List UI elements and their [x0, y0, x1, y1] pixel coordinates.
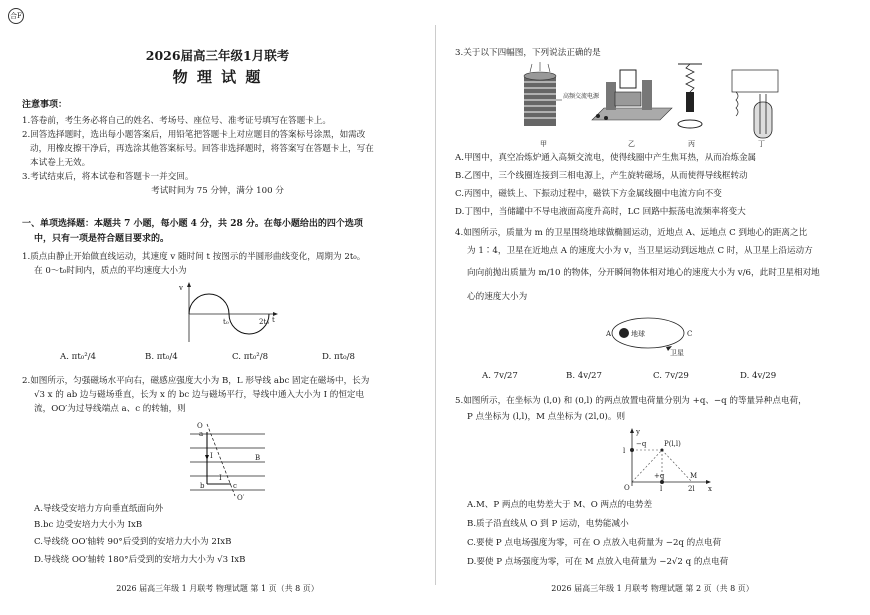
q3-furnace [524, 62, 600, 126]
notice-line: 1.答卷前，考生务必将自己的姓名、考场号、座位号、准考证号填写在答题卡上。 [22, 116, 331, 126]
q5-stem: P 点坐标为 (l,l)，M 点坐标为 (2l,0)。则 [467, 412, 626, 422]
q1-tick-t0: t₀ [223, 318, 229, 326]
q3-option-c: C.丙图中，磁铁上、下振动过程中，磁铁下方金属线圈中电流方向不变 [455, 189, 722, 199]
q2-label-c: c [233, 482, 237, 490]
q4-label-C: C [687, 330, 693, 338]
q1-stem: 在 0～t₀时间内，质点的平均速度大小为 [34, 266, 187, 276]
notice-line: 动，用橡皮擦干净后，再选涂其他答案标号。回答非选择题时，将答案写在答题卡上，写在 [30, 144, 374, 154]
q4-option-b: B. 4v/27 [566, 371, 602, 381]
q3-option-a: A.甲图中，真空冶炼炉通入高频交流电，使得线圈中产生焦耳热，从而冶炼金属 [455, 153, 757, 163]
q2-label-Oprime: O′ [237, 494, 245, 502]
q4-option-c: C. 7v/29 [653, 371, 689, 381]
q1-figure [175, 280, 285, 350]
q5-option-d: D.要使 P 点场强度为零，可在 M 点放入电荷量为 −2√2 q 的点电荷 [467, 557, 729, 567]
q2-option-b: B.bc 边受安培力大小为 IxB [34, 520, 143, 530]
q4-label-satellite: 卫星 [670, 349, 684, 357]
time-info: 考试时间为 75 分钟，满分 100 分 [151, 186, 284, 196]
q3-furnace-label: 高频交流电源 [563, 93, 600, 100]
q2-option-d: D.导线绕 OO′轴转 180°后受到的安培力大小为 √3 IxB [34, 555, 246, 565]
section-heading: 中，只有一项是符合题目要求的。 [34, 234, 170, 244]
q4-stem: 向向前抛出质量为 m/10 的物体，分开瞬间物体相对地心的速度大小为 v/6，此时卫星相对地 [467, 268, 820, 278]
q5-figure [590, 428, 720, 492]
q3-option-d: D.丁图中，当储罐中不导电液面高度升高时，LC 回路中振荡电流频率将变大 [455, 207, 746, 217]
q2-stem: √3 x 的 ab 边与磁场垂直，长为 x 的 bc 边与磁场平行，导线中通入大小为 I 的恒定电 [34, 390, 365, 400]
q3-motor [592, 70, 672, 120]
notice-heading: 注意事项： [22, 100, 68, 110]
q2-label-I: I [219, 474, 222, 482]
q4-label-earth: 地球 [631, 330, 645, 338]
q2-stem: 流，OO′为过导线端点 a、c 的转轴，则 [34, 404, 186, 414]
q2-figure [185, 422, 275, 502]
q2-label-O: O [197, 422, 203, 430]
q1-option-a: A. πt₀²/4 [60, 352, 97, 362]
q4-label-A: A [606, 330, 612, 338]
q5-stem: 5.如图所示，在坐标为 (l,0) 和 (0,l) 的两点放置电荷量分别为 +q、−q 的等量异种点电荷， [455, 396, 807, 406]
q1-axis-t: t [272, 316, 275, 324]
q3-option-b: B.乙图中，三个线圈连接到三相电源上，产生旋转磁场，从而使得导线框转动 [455, 171, 748, 181]
q3-label-jia: 甲 [540, 140, 547, 148]
q1-option-c: C. πt₀²/8 [232, 352, 269, 362]
q3-label-ding: 丁 [758, 140, 765, 148]
notice-line: 2.回答选择题时，选出每小题答案后，用铅笔把答题卡上对应题目的答案标号涂黑，如需改 [22, 130, 366, 140]
page-divider [435, 25, 436, 585]
q5-option-c: C.要使 P 点电场强度为零，可在 O 点放入电荷量为 −2q 的点电荷 [467, 538, 722, 548]
q5-axis-x: x [708, 485, 712, 493]
q4-option-a: A. 7v/27 [482, 371, 518, 381]
q5-label-P: P(l,l) [664, 440, 681, 448]
q4-stem: 为 1∶4，卫星在近地点 A 的速度大小为 v，当卫星运动到远地点 C 时，从卫星上沿运动方 [467, 246, 813, 256]
q2-label-b: b [200, 482, 205, 490]
q5-axis-y: y [636, 428, 640, 436]
footer-left: 2026 届高三年级 1 月联考 物理试题 第 1 页（共 8 页） [116, 584, 319, 593]
q2-stem: 2.如图所示，匀强磁场水平向右，磁感应强度大小为 B，L 形导线 abc 固定在磁场中，长为 [22, 376, 370, 386]
q5-tick-2l: 2l [688, 485, 695, 493]
q2-option-a: A.导线受安培力方向垂直纸面向外 [34, 504, 164, 514]
q1-tick-2t0: 2t₀ [259, 318, 270, 326]
q2-label-a: a [199, 430, 204, 438]
exam-title: 2026届高三年级1月联考 [145, 48, 290, 63]
q5-label-neg-q: −q [636, 440, 647, 448]
q4-figure [600, 312, 700, 356]
q5-label-M: M [690, 472, 698, 480]
q1-option-d: D. πt₀/8 [322, 352, 355, 362]
q5-label-O: O [624, 484, 630, 492]
q5-option-b: B.质子沿直线从 O 到 P 运动，电势能减小 [467, 519, 629, 529]
q1-axis-v: v [179, 284, 183, 292]
q5-option-a: A.M、P 两点的电势差大于 M、O 两点的电势差 [467, 500, 653, 510]
q3-stem: 3.关于以下四幅图，下列说法正确的是 [455, 48, 601, 58]
q2-option-c: C.导线绕 OO′轴转 90°后受到的安培力大小为 2IxB [34, 537, 232, 547]
q3-label-bing: 丙 [688, 140, 695, 148]
section-heading: 一、单项选择题：本题共 7 小题，每小题 4 分，共 28 分。在每小题给出的四个选项 [22, 219, 363, 229]
q3-lc-tank [732, 70, 778, 138]
footer-right: 2026 届高三年级 1 月联考 物理试题 第 2 页（共 8 页） [551, 584, 754, 593]
notice-line: 3.考试结束后，将本试卷和答题卡一并交回。 [22, 172, 194, 182]
q3-figure [510, 62, 800, 148]
q5-label-pos-q: +q [654, 472, 665, 480]
q5-tick-l: l [660, 485, 663, 493]
q4-stem: 心的速度大小为 [467, 292, 528, 302]
corner-mark: 合F [8, 8, 24, 24]
q2-label-I: I [210, 452, 213, 460]
q2-label-B: B [255, 454, 261, 462]
q1-option-b: B. πt₀/4 [145, 352, 178, 362]
q4-stem: 4.如图所示，质量为 m 的卫星围绕地球做椭圆运动，近地点 A、远地点 C 到地心的距离之比 [455, 228, 808, 238]
q5-tick-l: l [623, 447, 626, 455]
q3-label-yi: 乙 [628, 140, 635, 148]
q4-option-d: D. 4v/29 [740, 371, 777, 381]
notice-line: 本试卷上无效。 [30, 158, 91, 168]
q3-magnet-coil [678, 64, 702, 128]
subject-title: 物 理 试 题 [172, 68, 263, 86]
q1-stem: 1.质点由静止开始做直线运动，其速度 v 随时间 t 按图示的半圆形曲线变化，周期为 2t₀。 [22, 252, 366, 262]
